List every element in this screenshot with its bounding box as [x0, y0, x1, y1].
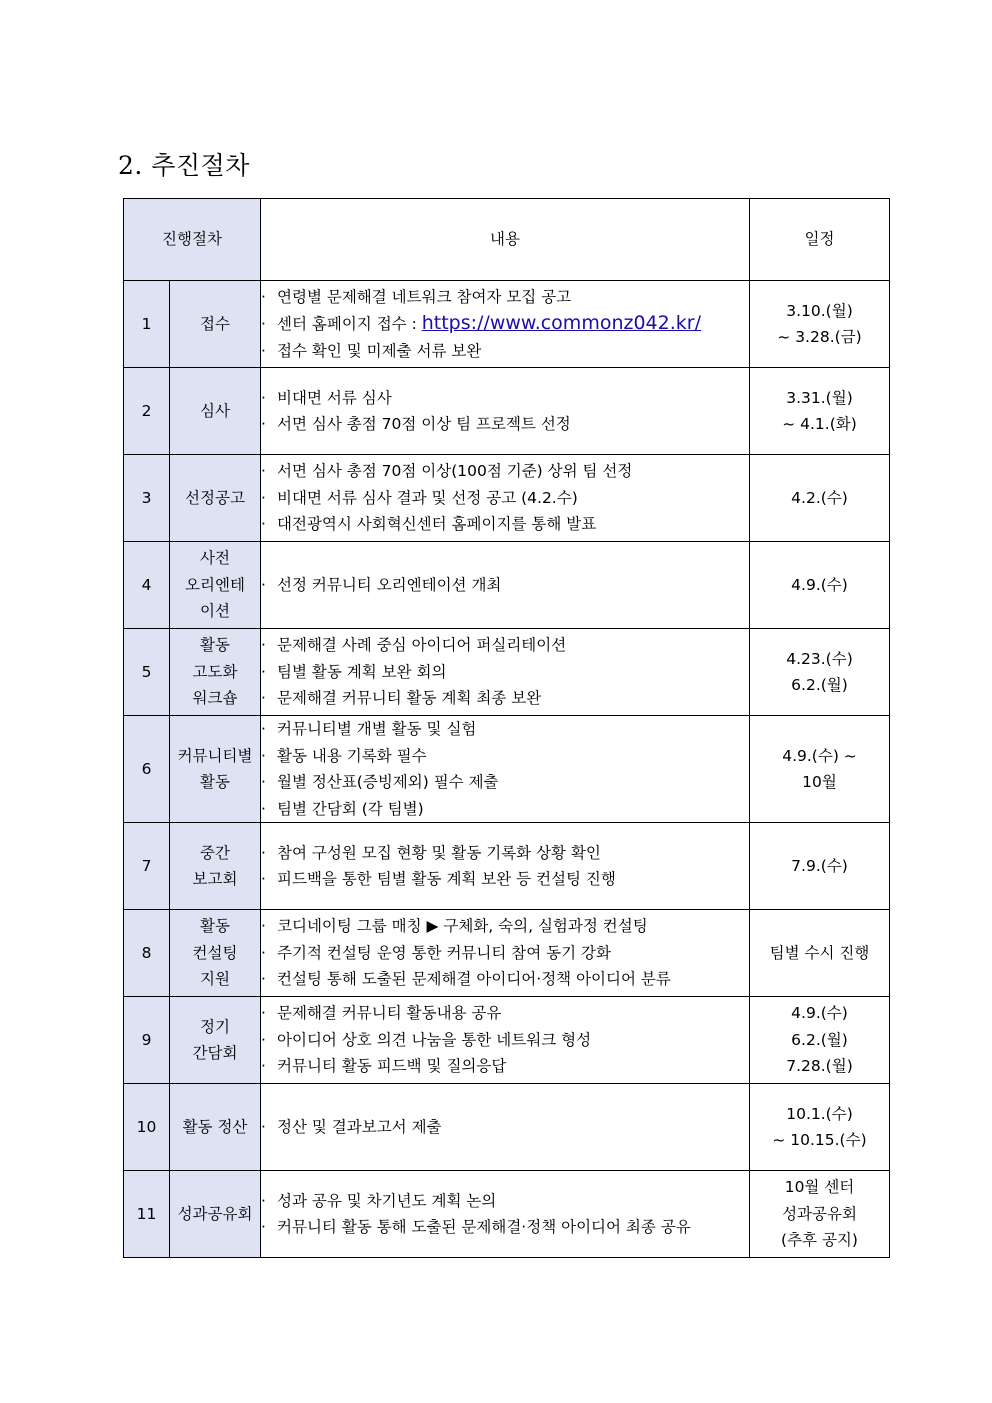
step-name — [170, 629, 261, 716]
content-item — [261, 338, 749, 365]
step-schedule — [750, 997, 890, 1084]
table-row — [124, 281, 890, 368]
bullet-icon: · — [261, 462, 266, 481]
content-item — [261, 1188, 749, 1215]
bullet-icon: · — [261, 1004, 266, 1023]
content-text: 접수 확인 및 미제출 서류 보완 — [277, 341, 482, 360]
schedule-line: 7.9.(수) — [791, 856, 848, 875]
step-schedule — [750, 455, 890, 542]
schedule-line: (추후 공지) — [781, 1231, 858, 1250]
content-text: 커뮤니티 활동 통해 도출된 문제해결·정책 아이디어 최종 공유 — [277, 1218, 691, 1236]
step-content — [261, 910, 750, 997]
step-name-line: 활동 — [200, 636, 230, 655]
bullet-icon: · — [261, 943, 266, 962]
content-item — [261, 940, 749, 967]
step-name-line: 활동 — [200, 917, 230, 936]
schedule-line: 6.2.(월) — [791, 676, 848, 694]
step-name — [170, 716, 261, 823]
bullet-icon: · — [261, 315, 266, 334]
step-name — [170, 1171, 261, 1258]
bullet-icon: · — [261, 843, 266, 862]
schedule-line: 팀별 수시 진행 — [769, 943, 870, 962]
content-item — [261, 769, 749, 796]
content-item — [261, 685, 749, 712]
bullet-icon: · — [261, 341, 266, 360]
content-text: 센터 홈페이지 접수 : — [277, 315, 422, 334]
schedule-line: 3.31.(월) — [786, 388, 853, 407]
content-text: 커뮤니티별 개별 활동 및 실험 — [277, 720, 477, 738]
schedule-line: 4.9.(수) — [791, 575, 848, 594]
table-row — [124, 542, 890, 629]
step-number: 6 — [124, 716, 170, 823]
content-text: 선정 커뮤니티 오리엔테이션 개최 — [277, 575, 502, 594]
step-schedule — [750, 281, 890, 368]
step-name-line: 심사 — [200, 401, 230, 420]
table-row — [124, 823, 890, 910]
bullet-icon: · — [261, 515, 266, 534]
table-row — [124, 455, 890, 542]
content-item — [261, 1027, 749, 1054]
table-row — [124, 997, 890, 1084]
content-item — [261, 511, 749, 538]
step-content — [261, 1171, 750, 1258]
schedule-line: 6.2.(월) — [791, 1030, 848, 1049]
step-name-line: 사전 — [200, 549, 230, 568]
step-number: 5 — [124, 629, 170, 716]
content-text: 팀별 활동 계획 보완 회의 — [277, 662, 447, 681]
step-schedule — [750, 542, 890, 629]
step-name-line: 정기 — [200, 1017, 230, 1036]
content-text: 문제해결 커뮤니티 활동내용 공유 — [277, 1004, 502, 1023]
step-number: 7 — [124, 823, 170, 910]
step-name-line: 성과공유회 — [177, 1204, 253, 1223]
step-name — [170, 1084, 261, 1171]
schedule-line: ~ 3.28.(금) — [777, 328, 862, 346]
step-number: 8 — [124, 910, 170, 997]
step-name-line: 보고회 — [192, 870, 238, 888]
schedule-line: ~ 4.1.(화) — [782, 415, 857, 433]
step-name-line: 활동 — [200, 773, 230, 791]
content-text: 정산 및 결과보고서 제출 — [277, 1117, 442, 1136]
schedule-line: 10월 — [802, 773, 837, 791]
content-item — [261, 284, 749, 311]
step-name-line: 선정공고 — [185, 488, 245, 507]
bullet-icon: · — [261, 1057, 266, 1076]
content-text: 서면 심사 총점 70점 이상(100점 기준) 상위 팀 선정 — [277, 462, 633, 481]
content-text: 코디네이팅 그룹 매칭 ▶ 구체화, 숙의, 실험과정 컨설팅 — [277, 917, 648, 936]
bullet-icon: · — [261, 287, 266, 306]
content-item — [261, 1000, 749, 1027]
content-text: 커뮤니티 활동 피드백 및 질의응답 — [277, 1057, 507, 1076]
step-name — [170, 281, 261, 368]
content-text: 아이디어 상호 의견 나눔을 통한 네트워크 형성 — [277, 1030, 592, 1049]
homepage-link[interactable]: https://www.commonz042.kr/ — [421, 312, 701, 335]
content-item — [261, 913, 749, 940]
content-text: 비대면 서류 심사 — [277, 388, 392, 407]
step-number: 10 — [124, 1084, 170, 1171]
step-schedule — [750, 1084, 890, 1171]
bullet-icon: · — [261, 575, 266, 594]
schedule-line: 성과공유회 — [782, 1204, 857, 1223]
content-item — [261, 840, 749, 867]
content-item — [261, 458, 749, 485]
bullet-icon: · — [261, 388, 266, 407]
bullet-icon: · — [261, 1117, 266, 1136]
content-text: 주기적 컨설팅 운영 통한 커뮤니티 참여 동기 강화 — [277, 943, 611, 962]
table-row — [124, 368, 890, 455]
step-name — [170, 542, 261, 629]
step-content — [261, 542, 750, 629]
schedule-line: 10월 센터 — [784, 1178, 855, 1197]
step-content — [261, 1084, 750, 1171]
content-item — [261, 632, 749, 659]
step-number: 3 — [124, 455, 170, 542]
schedule-line: 4.9.(수) — [791, 1004, 848, 1023]
content-item — [261, 966, 749, 993]
content-item — [261, 1114, 749, 1141]
step-number: 2 — [124, 368, 170, 455]
bullet-icon: · — [261, 1030, 266, 1049]
step-schedule — [750, 910, 890, 997]
content-item — [261, 1214, 749, 1241]
step-name — [170, 368, 261, 455]
schedule-line: 4.2.(수) — [791, 488, 848, 507]
step-content — [261, 629, 750, 716]
table-row — [124, 716, 890, 823]
header-schedule: 일정 — [750, 199, 890, 281]
step-name — [170, 823, 261, 910]
content-item — [261, 310, 749, 338]
content-text: 피드백을 통한 팀별 활동 계획 보완 등 컨설팅 진행 — [277, 870, 616, 888]
table-body — [124, 281, 890, 1258]
content-text: 성과 공유 및 차기년도 계획 논의 — [277, 1191, 497, 1210]
content-text: 연령별 문제해결 네트워크 참여자 모집 공고 — [277, 287, 572, 306]
header-step: 진행절차 — [124, 199, 261, 281]
bullet-icon: · — [261, 917, 266, 936]
schedule-line: ~ 10.15.(수) — [772, 1131, 867, 1149]
content-text: 비대면 서류 심사 결과 및 선정 공고 (4.2.수) — [277, 488, 578, 507]
step-number: 4 — [124, 542, 170, 629]
step-content — [261, 823, 750, 910]
header-content: 내용 — [261, 199, 750, 281]
step-content — [261, 716, 750, 823]
step-name-line: 고도화 — [192, 662, 238, 681]
step-number: 11 — [124, 1171, 170, 1258]
step-name-line: 접수 — [200, 314, 230, 333]
bullet-icon: · — [261, 415, 266, 433]
content-text: 컨설팅 통해 도출된 문제해결 아이디어·정책 아이디어 분류 — [277, 970, 671, 989]
step-schedule — [750, 1171, 890, 1258]
step-name — [170, 455, 261, 542]
content-text: 대전광역시 사회혁신센터 홈페이지를 통해 발표 — [277, 515, 597, 534]
content-text: 문제해결 커뮤니티 활동 계획 최종 보완 — [277, 689, 542, 708]
bullet-icon: · — [261, 662, 266, 681]
bullet-icon: · — [261, 746, 266, 765]
schedule-line: 10.1.(수) — [786, 1104, 853, 1123]
content-item — [261, 866, 749, 893]
bullet-icon: · — [261, 488, 266, 507]
step-content — [261, 455, 750, 542]
content-text: 팀별 간담회 (각 팀별) — [277, 799, 424, 818]
bullet-icon: · — [261, 970, 266, 989]
procedure-table — [123, 198, 890, 1258]
table-row — [124, 910, 890, 997]
step-name-line: 커뮤니티별 — [177, 746, 253, 765]
content-item — [261, 716, 749, 743]
content-text: 서면 심사 총점 70점 이상 팀 프로젝트 선정 — [277, 415, 571, 433]
schedule-line: 3.10.(월) — [786, 301, 853, 320]
content-item — [261, 659, 749, 686]
step-schedule — [750, 823, 890, 910]
bullet-icon: · — [261, 720, 266, 738]
step-content — [261, 281, 750, 368]
step-schedule — [750, 629, 890, 716]
table-row — [124, 1084, 890, 1171]
bullet-icon: · — [261, 1218, 266, 1236]
bullet-icon: · — [261, 1191, 266, 1210]
section-heading: 2. 추진절차 — [118, 151, 250, 180]
step-name-line: 오리엔테 — [185, 575, 245, 594]
step-name-line: 활동 정산 — [182, 1117, 248, 1136]
content-item — [261, 411, 749, 438]
bullet-icon: · — [261, 636, 266, 655]
step-name-line: 중간 — [200, 843, 230, 862]
step-number: 9 — [124, 997, 170, 1084]
step-schedule — [750, 368, 890, 455]
step-name — [170, 910, 261, 997]
step-name-line: 지원 — [200, 970, 230, 989]
step-content — [261, 368, 750, 455]
bullet-icon: · — [261, 689, 266, 708]
content-text: 참여 구성원 모집 현황 및 활동 기록화 상황 확인 — [277, 843, 601, 862]
content-text: 활동 내용 기록화 필수 — [277, 746, 427, 765]
schedule-line: 4.23.(수) — [786, 649, 853, 668]
bullet-icon: · — [261, 773, 266, 791]
bullet-icon: · — [261, 870, 266, 888]
content-item — [261, 485, 749, 512]
content-item — [261, 1053, 749, 1080]
content-item — [261, 796, 749, 823]
step-number: 1 — [124, 281, 170, 368]
content-text: 월별 정산표(증빙제외) 필수 제출 — [277, 773, 499, 791]
table-row — [124, 1171, 890, 1258]
schedule-line: 7.28.(월) — [786, 1057, 853, 1076]
content-item — [261, 743, 749, 770]
step-name — [170, 997, 261, 1084]
content-item — [261, 385, 749, 412]
table-header-row — [124, 199, 890, 281]
content-item — [261, 572, 749, 599]
bullet-icon: · — [261, 799, 266, 818]
step-name-line: 워크숍 — [192, 689, 238, 708]
content-text: 문제해결 사례 중심 아이디어 퍼실리테이션 — [277, 636, 567, 655]
step-name-line: 이션 — [200, 602, 230, 621]
schedule-line: 4.9.(수) ~ — [782, 746, 857, 765]
step-content — [261, 997, 750, 1084]
step-name-line: 컨설팅 — [192, 943, 238, 962]
step-schedule — [750, 716, 890, 823]
table-row — [124, 629, 890, 716]
step-name-line: 간담회 — [192, 1044, 238, 1062]
